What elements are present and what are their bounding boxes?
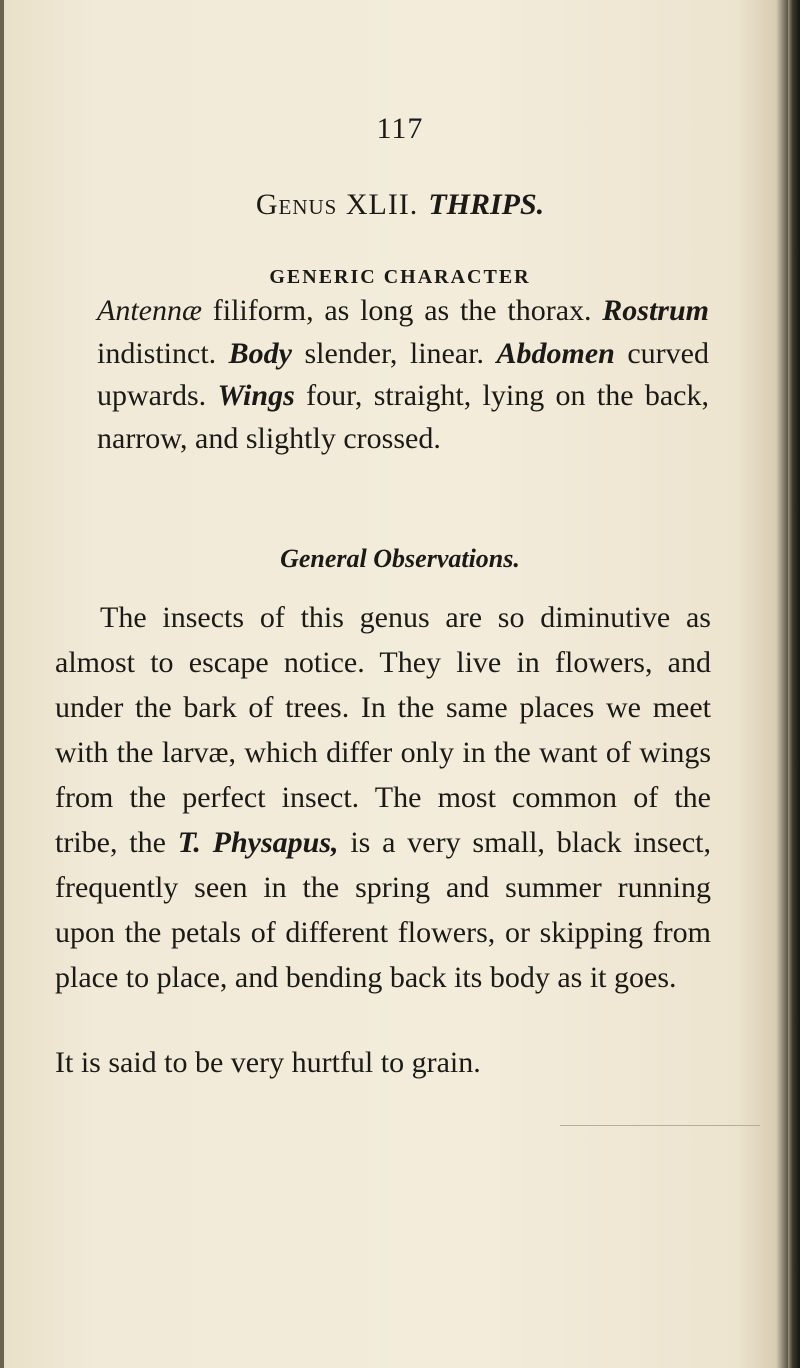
genus-heading — [0, 188, 800, 222]
text-wings: four, straight, lying on the back, narrow, and slightly crossed. — [97, 379, 709, 455]
page-number: 117 — [376, 112, 424, 145]
text-body: slender, linear. — [291, 336, 497, 370]
term-abdomen: Abdomen — [496, 336, 615, 370]
observations-part1: The insects of this genus are so diminutive as almost to escape notice. They live in flowers, and under the bark of trees. In the same places we meet with the larvæ, which differ only in the want of wings from the perfect insect. The most common of the tribe, the — [55, 601, 711, 859]
genus-name: THRIPS. — [428, 188, 545, 221]
final-sentence — [55, 1040, 711, 1085]
generic-character-text — [97, 290, 709, 460]
observations-paragraph — [55, 595, 711, 1000]
text-abdomen: curved upwards. — [97, 336, 709, 412]
faint-rule — [560, 1125, 760, 1126]
text-antennae: filiform, as long as the thorax. — [202, 294, 603, 327]
text-rostrum: indistinct. — [97, 336, 229, 370]
term-rostrum: Rostrum — [602, 294, 709, 327]
observations-heading: General Observations. — [280, 544, 520, 573]
generic-character-label: GENERIC CHARACTER — [269, 266, 531, 288]
term-antennae: Antennæ — [97, 294, 202, 327]
genus-prefix: Genus XLII. — [255, 188, 419, 221]
final-sentence-text: It is said to be very hurtful to grain. — [55, 1046, 481, 1079]
term-wings: Wings — [217, 379, 295, 412]
species-name: T. Physapus, — [177, 826, 339, 859]
term-body: Body — [228, 336, 292, 370]
observations-part2: is a very small, black insect, frequently seen in the spring and summer running upon the petals of different flowers, or skipping from place to place, and bending back its body as it goes. — [55, 826, 711, 994]
